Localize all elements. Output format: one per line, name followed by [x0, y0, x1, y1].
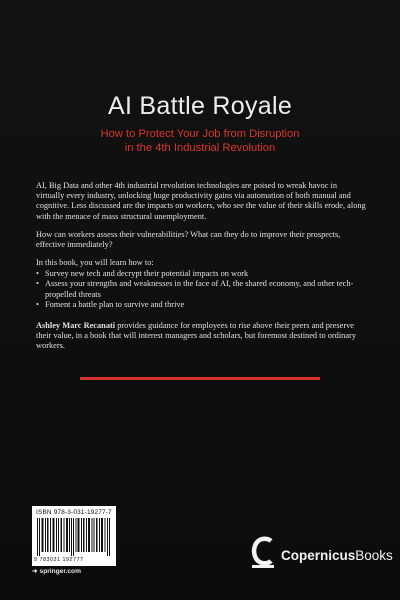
- book-title: AI Battle Royale: [107, 92, 293, 120]
- learn-bullet-list: [36, 269, 366, 310]
- bullet-item: • Assess your strengths and weaknesses in the face of AI, the shared economy, and other tech-propelled threats: [36, 279, 366, 299]
- book-subtitle: [0, 127, 400, 155]
- author-description: provides guidance for employees to rise above their peers and preserve their value, in a book that will interest managers and scholars, but foremost destined to ordinary workers.: [36, 321, 356, 351]
- barcode-icon: [37, 518, 111, 556]
- publisher-name: [281, 548, 393, 563]
- bullet-item: • Survey new tech and decrypt their potential impacts on work: [36, 269, 366, 279]
- isbn-label: ISBN 978-3-031-19277-7: [36, 509, 112, 516]
- blurb-paragraph-1: AI, Big Data and other 4th industrial revolution technologies are poised to wreak havoc in virtually every industry, unlocking huge productivity gains via automation of both manual and cognitive. Less discussed are the impacts on workers, who see the value of their skills erode, along with the menace of mass structural unemployment.: [36, 181, 366, 221]
- copernicus-c-logo-icon: [250, 535, 276, 569]
- isbn-barcode: [32, 506, 116, 566]
- author-paragraph: [36, 321, 366, 352]
- bullet-item: • Foment a battle plan to survive and thrive: [36, 300, 366, 310]
- springer-url: springer.com: [39, 568, 81, 575]
- barcode-digits: 9 783031 192777: [34, 557, 84, 563]
- blurb-paragraph-2: How can workers assess their vulnerabilities? What can they do to improve their prospects, effective immediately?: [36, 230, 341, 250]
- publisher-name-regular: Books: [355, 547, 393, 563]
- learn-intro: In this book, you will learn how to:: [36, 258, 154, 267]
- publisher-name-bold: Copernicus: [281, 547, 356, 563]
- subtitle-line-2: in the 4th Industrial Revolution: [124, 142, 276, 154]
- subtitle-line-1: How to Protect Your Job from Disruption: [100, 128, 300, 140]
- author-name: Ashley Marc Recanati: [36, 321, 116, 330]
- learn-section: [36, 258, 366, 310]
- publisher-logo-block: [250, 535, 393, 569]
- red-divider: [80, 377, 320, 380]
- arrow-right-icon: ➜: [32, 568, 38, 575]
- springer-link[interactable]: [32, 567, 81, 575]
